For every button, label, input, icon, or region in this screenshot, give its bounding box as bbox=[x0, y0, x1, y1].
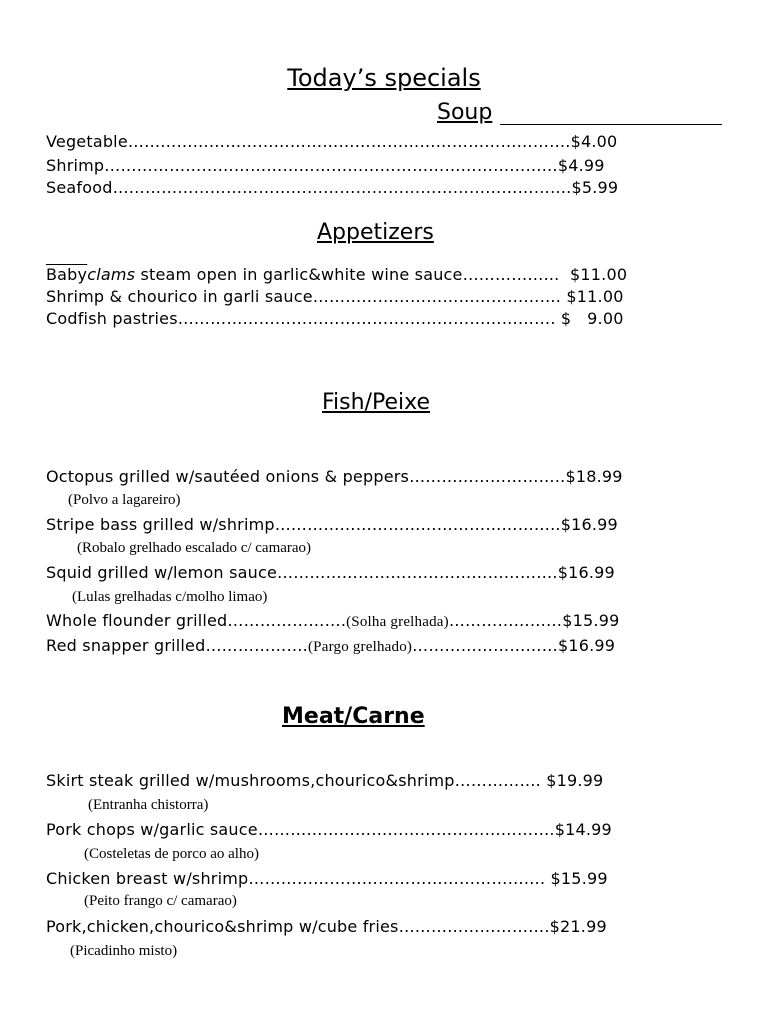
meat-item-picadinho bbox=[46, 917, 607, 936]
fish-item-squid bbox=[46, 563, 615, 582]
appetizer-item-baby-clams bbox=[46, 265, 627, 284]
fish-item-octopus bbox=[46, 467, 623, 486]
item-price: $21.99 bbox=[549, 917, 607, 936]
item-price: $11.00 bbox=[570, 265, 628, 284]
soup-item-seafood bbox=[46, 178, 618, 197]
item-dots: ……………………………………………………………. bbox=[177, 309, 556, 328]
item-price: $18.99 bbox=[565, 467, 623, 486]
appetizer-item-shrimp-chourico bbox=[46, 287, 624, 306]
item-price: $14.99 bbox=[554, 820, 612, 839]
item-name: Pork,chicken,chourico&shrimp w/cube fries bbox=[46, 917, 399, 936]
item-name: Shrimp & chourico in garli sauce bbox=[46, 287, 313, 306]
meat-item-chicken-breast-subtitle: (Peito frango c/ camarao) bbox=[84, 893, 237, 909]
fish-item-whole-flounder bbox=[46, 611, 619, 631]
item-dots: ………………………………………………………………………… bbox=[104, 156, 558, 175]
item-dots: …………………………………………….. bbox=[274, 515, 561, 534]
item-name-rest: steam open in garlic&white wine sauce bbox=[135, 265, 463, 284]
item-price: $16.99 bbox=[557, 636, 616, 655]
appetizer-item-codfish-pastries bbox=[46, 309, 624, 328]
meat-item-skirt-steak-subtitle: (Entranha chistorra) bbox=[88, 797, 209, 813]
appetizers-heading: Appetizers bbox=[317, 220, 434, 245]
meat-heading: Meat/Carne bbox=[282, 704, 425, 729]
item-name-lead: Baby bbox=[46, 265, 88, 284]
item-price: $16.99 bbox=[560, 515, 618, 534]
soup-heading-rule bbox=[500, 124, 722, 125]
item-name: Skirt steak grilled w/mushrooms,chourico&shrimp bbox=[46, 771, 455, 790]
fish-item-red-snapper bbox=[46, 636, 615, 656]
item-dots: ……………………….. bbox=[409, 467, 566, 486]
fish-item-octopus-subtitle: (Polvo a lagareiro) bbox=[68, 492, 181, 508]
item-name: Whole flounder grilled bbox=[46, 611, 228, 630]
fish-item-squid-subtitle: (Lulas grelhadas c/molho limao) bbox=[72, 589, 268, 605]
item-name: Codfish pastries bbox=[46, 309, 178, 328]
item-dots: ………………………………………………………………………. bbox=[127, 132, 571, 151]
item-dots: …………………. bbox=[227, 611, 347, 630]
item-name: Squid grilled w/lemon sauce bbox=[46, 563, 277, 582]
item-price: $19.99 bbox=[540, 771, 604, 790]
item-name: Vegetable bbox=[46, 132, 128, 151]
item-portuguese-name: (Solha grelhada) bbox=[346, 614, 449, 630]
meat-item-chicken-breast bbox=[46, 869, 608, 888]
item-price: $11.00 bbox=[566, 287, 624, 306]
item-name: Stripe bass grilled w/shrimp bbox=[46, 515, 275, 534]
item-name: Seafood bbox=[46, 178, 113, 197]
item-dots: ………………………………………………. bbox=[257, 820, 555, 839]
item-price: $15.99 bbox=[562, 611, 620, 630]
item-dots-2: ………………… bbox=[448, 611, 563, 630]
meat-item-skirt-steak bbox=[46, 771, 603, 790]
item-dots: ………………. bbox=[205, 636, 308, 655]
item-portuguese-name: (Pargo grelhado) bbox=[307, 639, 413, 655]
item-price: $ 9.00 bbox=[560, 309, 624, 328]
item-dots: ………………………………………………. bbox=[248, 869, 546, 888]
soup-heading: Soup bbox=[437, 100, 493, 125]
item-price: $4.99 bbox=[557, 156, 605, 175]
meat-item-pork-chops bbox=[46, 820, 612, 839]
item-dots: ……………... bbox=[462, 265, 560, 284]
item-price: $16.99 bbox=[557, 563, 615, 582]
item-name: Red snapper grilled bbox=[46, 636, 206, 655]
item-dots: ………………………………………. bbox=[312, 287, 562, 306]
item-dots: ……………………………………………. bbox=[277, 563, 558, 582]
fish-item-stripe-bass bbox=[46, 515, 618, 534]
item-price: $15.99 bbox=[545, 869, 608, 888]
item-dots-2: ……………………… bbox=[412, 636, 558, 655]
item-dots: ……………. bbox=[454, 771, 541, 790]
soup-item-vegetable bbox=[46, 132, 617, 151]
item-name: Pork chops w/garlic sauce bbox=[46, 820, 258, 839]
item-name: Chicken breast w/shrimp bbox=[46, 869, 249, 888]
fish-heading: Fish/Peixe bbox=[322, 390, 430, 415]
item-name: Shrimp bbox=[46, 156, 105, 175]
meat-item-picadinho-subtitle: (Picadinho misto) bbox=[70, 943, 178, 959]
page-title: Today’s specials bbox=[287, 64, 481, 92]
item-price: $4.00 bbox=[570, 132, 618, 151]
item-dots: …………………………………………………………………………. bbox=[112, 178, 572, 197]
soup-item-shrimp bbox=[46, 156, 605, 175]
meat-item-pork-chops-subtitle: (Costeletas de porco ao alho) bbox=[84, 846, 259, 862]
item-dots: ………………………. bbox=[398, 917, 550, 936]
item-name-italic: clams bbox=[87, 265, 136, 284]
item-name: Octopus grilled w/sautéed onions & peppers bbox=[46, 467, 410, 486]
item-price: $5.99 bbox=[571, 178, 619, 197]
fish-item-stripe-bass-subtitle: (Robalo grelhado escalado c/ camarao) bbox=[77, 540, 312, 556]
